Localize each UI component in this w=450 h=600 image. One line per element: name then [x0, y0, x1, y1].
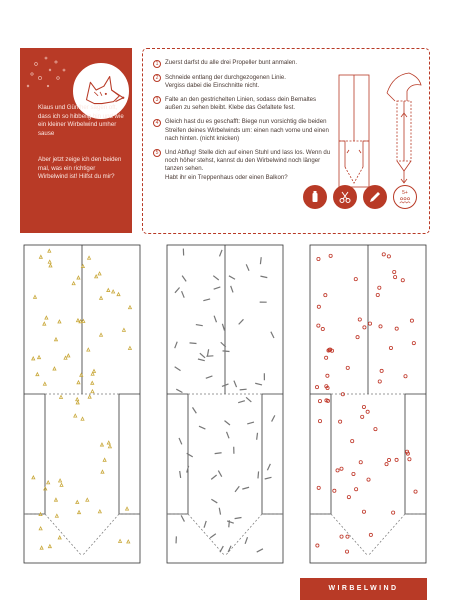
pattern-triangles [32, 249, 132, 549]
intro-paragraph-2: Aber jetzt zeige ich den beiden mal, was ein richtiger Wirbelwind ist! Hilfst du mir? [38, 156, 122, 181]
template-outline [310, 245, 426, 563]
template-svg [166, 244, 284, 564]
fold-lines [167, 394, 283, 556]
template-outline [167, 245, 283, 563]
fold-lines [310, 394, 426, 556]
glue-icon [303, 185, 327, 209]
kids-icon [398, 197, 412, 204]
pencil-icon [363, 185, 387, 209]
instruction-step [153, 149, 333, 182]
step-text: Schneide entlang der durchgezogenen Linie. Vergiss dabei die Einschnitte nicht. [165, 73, 286, 89]
step-number: 3 [153, 96, 161, 104]
template-svg [309, 244, 427, 564]
template-triangles [23, 244, 141, 564]
age-label: 5+ [402, 190, 408, 196]
step-text: Zuerst darfst du alle drei Propeller bunt anmalen. [165, 59, 298, 66]
instruction-step [153, 74, 333, 90]
tools-row [303, 185, 417, 211]
step-number: 4 [153, 119, 161, 127]
instruction-steps [153, 59, 333, 188]
age-badge [393, 185, 417, 209]
folding-diagram [335, 71, 427, 199]
step-number: 1 [153, 60, 161, 68]
template-circles [309, 244, 427, 564]
instruction-step [153, 118, 333, 143]
instructions-box [142, 48, 430, 234]
instruction-step [153, 59, 333, 68]
template-svg [23, 244, 141, 564]
step-text: Falte an den gestrichelten Linien, sodass dein Bemaltes außen zu sehen bleibt. Klebe das Gefaltete fest. [165, 95, 317, 112]
step-text: Und Abflug! Stelle dich auf einen Stuhl und lass los. Wenn du noch höher stehst, kannst du den Wirbelwind noch länger tanzen sehen. Habt ihr ein Treppenhaus oder einen Balkon? [165, 148, 331, 181]
step-number: 2 [153, 74, 161, 82]
step-text: Gleich hast du es geschafft: Biege nun vorsichtig die beiden Streifen deines Wirbelwinds um: einen nach vorne und einen nach hinten. (nicht knicken) [165, 118, 329, 142]
footer-title: WIRBELWIND [300, 578, 427, 600]
template-dashes [166, 244, 284, 564]
scissors-icon [333, 185, 357, 209]
intro-paragraph-1: Klaus und Günther sagen oft, dass ich so hibbelig bin und wie ein kleiner Wirbelwind umher sause [38, 104, 124, 137]
instruction-step [153, 96, 333, 112]
intro-panel [20, 48, 132, 233]
step-number: 5 [153, 149, 161, 157]
